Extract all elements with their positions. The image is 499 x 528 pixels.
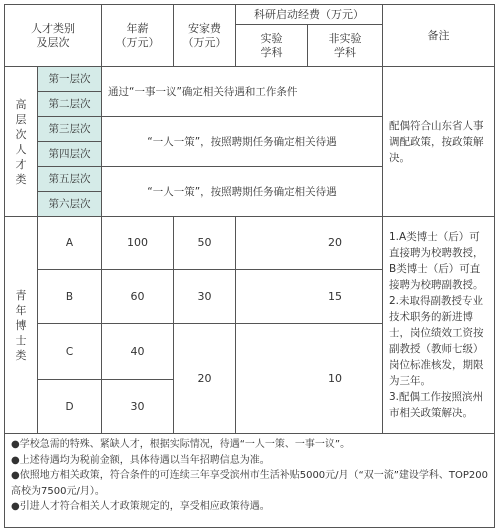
class-a: A [38, 217, 102, 270]
high-level-category [5, 67, 38, 217]
header-experimental [236, 25, 308, 67]
research-cd: 10 [236, 324, 383, 434]
high-level-remark: 配偶符合山东省人事调配政策，按政策解决。 [383, 67, 495, 217]
salary-c: 40 [102, 324, 174, 380]
header-non-experimental-line1: 非实验 [328, 31, 362, 45]
high-level-label: 高层次人才类 [15, 97, 27, 186]
header-salary-line1: 年薪 [126, 21, 149, 35]
header-housing-line1: 安家费 [188, 21, 221, 35]
young-phd-remark-1: 1.A类博士（后）可直接聘为校聘教授，B类博士（后）可直接聘为校聘副教授。 [389, 231, 484, 291]
footer-notes [5, 434, 495, 528]
salary-d: 30 [102, 380, 174, 434]
young-phd-remark-3: 3.配偶工作按照滨州市相关政策解决。 [389, 391, 484, 419]
housing-b: 30 [174, 270, 236, 324]
salary-b: 60 [102, 270, 174, 324]
young-phd-remarks [383, 217, 495, 434]
policy-tier-3-4: “一人一策”，按照聘期任务确定相关待遇 [102, 117, 383, 167]
salary-a: 100 [102, 217, 174, 270]
footer-note-2: ●上述待遇均为税前金额，具体待遇以当年招聘信息为准。 [11, 454, 270, 466]
young-phd-label: 青年博士类 [15, 288, 27, 362]
header-salary-line2: （万元） [115, 35, 160, 49]
young-phd-category [5, 217, 38, 434]
header-category-line1: 人才类别 [31, 21, 75, 35]
header-salary [102, 5, 174, 67]
policy-tier-5-6: “一人一策”，按照聘期任务确定相关待遇 [102, 167, 383, 217]
header-research: 科研启动经费（万元） [236, 5, 383, 25]
class-b: B [38, 270, 102, 324]
housing-a: 50 [174, 217, 236, 270]
footer-note-3: ●依照地方相关政策，符合条件的可连续三年享受滨州市生活补贴5000元/月（“双一流”建设学科、TOP200高校为7500元/月）。 [11, 470, 489, 497]
footer-note-4: ●引进人才符合相关人才政策规定的，享受相应政策待遇。 [11, 501, 270, 512]
header-non-experimental-line2: 学科 [334, 45, 356, 59]
class-d: D [38, 380, 102, 434]
footer-note-1: ●学校急需的特殊、紧缺人才，根据实际情况，待遇“一人一策、一事一议”。 [11, 439, 351, 450]
header-experimental-line2: 学科 [260, 45, 283, 59]
tier-2: 第二层次 [38, 92, 102, 117]
tier-5: 第五层次 [38, 167, 102, 192]
tier-4: 第四层次 [38, 142, 102, 167]
housing-cd: 20 [174, 324, 236, 434]
header-housing-line2: （万元） [182, 35, 227, 49]
tier-3: 第三层次 [38, 117, 102, 142]
class-c: C [38, 324, 102, 380]
young-phd-remark-2: 2.未取得副教授专业技术职务的新进博士，岗位绩效工资按副教授（教师七级）岗位标准核发，期限为三年。 [389, 295, 484, 387]
header-housing [174, 5, 236, 67]
tier-6: 第六层次 [38, 192, 102, 217]
policy-tier-1-2: 通过“一事一议”确定相关待遇和工作条件 [102, 67, 383, 117]
header-experimental-line1: 实验 [260, 31, 283, 45]
header-non-experimental [308, 25, 383, 67]
research-a: 20 [236, 217, 383, 270]
header-category-line2: 及层次 [36, 35, 70, 49]
research-b: 15 [236, 270, 383, 324]
header-remarks: 备注 [383, 5, 495, 67]
header-category [5, 5, 102, 67]
tier-1: 第一层次 [38, 67, 102, 92]
talent-pay-table [4, 4, 495, 528]
